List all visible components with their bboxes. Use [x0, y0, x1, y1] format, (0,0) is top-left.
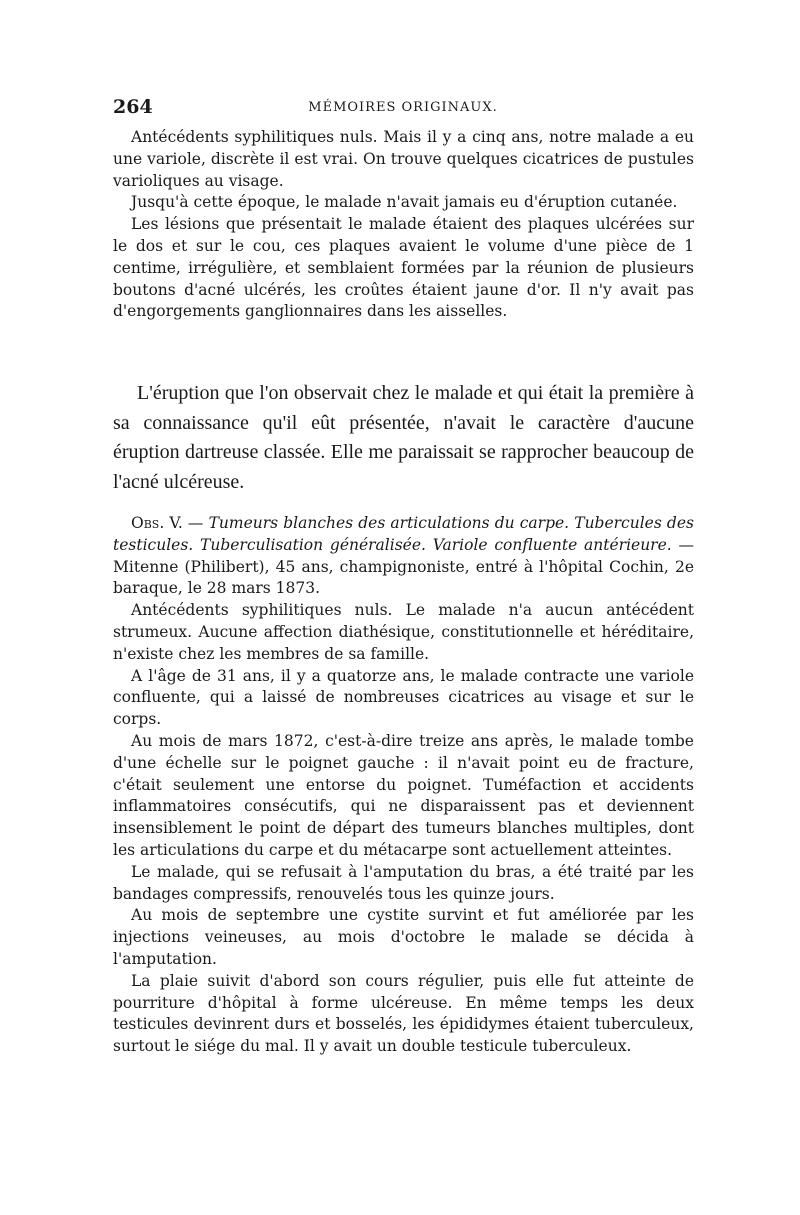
paragraph: A l'âge de 31 ans, il y a quatorze ans, le malade contracte une variole confluente, qui a laissé de nombreuses cicatrices au visage et sur le corps.: [113, 666, 694, 729]
paragraph: Antécédents syphilitiques nuls. Le malade n'a aucun antécédent strumeux. Aucune affection diathésique, constitutionnelle et héréditaire, n'existe chez les membres de sa famille.: [113, 601, 694, 663]
paragraph: Jusqu'à cette époque, le malade n'avait jamais eu d'éruption cutanée.: [131, 193, 678, 212]
paragraph: Antécédents syphilitiques nuls. Mais il y a cinq ans, notre malade a eu une variole, discrète il est vrai. On trouve quelques cicatrices de pustules varioliques au visage.: [113, 128, 694, 190]
observation-title: Tumeurs blanches des articulations du carpe. Tubercules des testicules. Tuberculisation généralisée. Variole confluente antérieure.: [113, 514, 694, 554]
paragraph: Le malade, qui se refusait à l'amputation du bras, a été traité par les bandages compressifs, renouvelés tous les quinze jours.: [113, 862, 694, 903]
paragraph: L'éruption que l'on observait chez le malade et qui était la première à sa connaissance qu'il eût présentée, n'avait le caractère d'aucune éruption dartreuse classée. Elle me paraissait se rapprocher beaucoup de l'acné ulcéreuse.: [113, 382, 694, 493]
running-title: MÉMOIRES ORIGINAUX.: [308, 100, 498, 115]
observation-section: [113, 513, 694, 1058]
observation-heading: [113, 513, 694, 600]
paragraph: La plaie suivit d'abord son cours régulier, puis elle fut atteinte de pourriture d'hôpital à forme ulcéreuse. En même temps les deux testicules devinrent durs et bosselés, les épididymes étaient tuberculeux, surtout le siége du mal. Il y avait un double testicule tuberculeux.: [113, 971, 694, 1056]
paragraph: Au mois de septembre une cystite survint et fut améliorée par les injections veineuses, au mois d'octobre le malade se décida à l'amputation.: [113, 906, 694, 968]
commentary-section: [113, 379, 694, 497]
case-history-section: [113, 127, 694, 323]
observation-label: Obs. V. —: [131, 514, 204, 532]
page-header: [113, 96, 693, 122]
paragraph: Les lésions que présentait le malade étaient des plaques ulcérées sur le dos et sur le cou, ces plaques avaient le volume d'une pièce de 1 centime, irrégulière, et semblaient formées par la réunion de plusieurs boutons d'acné ulcérés, les croûtes étaient jaune d'or. Il n'y avait pas d'engorgements ganglionnaires dans les aisselles.: [113, 215, 694, 321]
paragraph: Au mois de mars 1872, c'est-à-dire treize ans après, le malade tombe d'une échelle sur le poignet gauche : il n'avait point eu de fracture, c'était seulement une entorse du poignet. Tuméfaction et accidents inflammatoires consécutifs, qui ne disparaissent pas et deviennent insensiblement le point de départ des tumeurs blanches multiples, dont les articulations du carpe et du métacarpe sont actuellement atteintes.: [113, 731, 694, 859]
page-number: 264: [113, 96, 153, 118]
observation-intro: — Mitenne (Philibert), 45 ans, champignoniste, entré à l'hôpital Cochin, 2e baraque, le 28 mars 1873.: [113, 535, 694, 598]
